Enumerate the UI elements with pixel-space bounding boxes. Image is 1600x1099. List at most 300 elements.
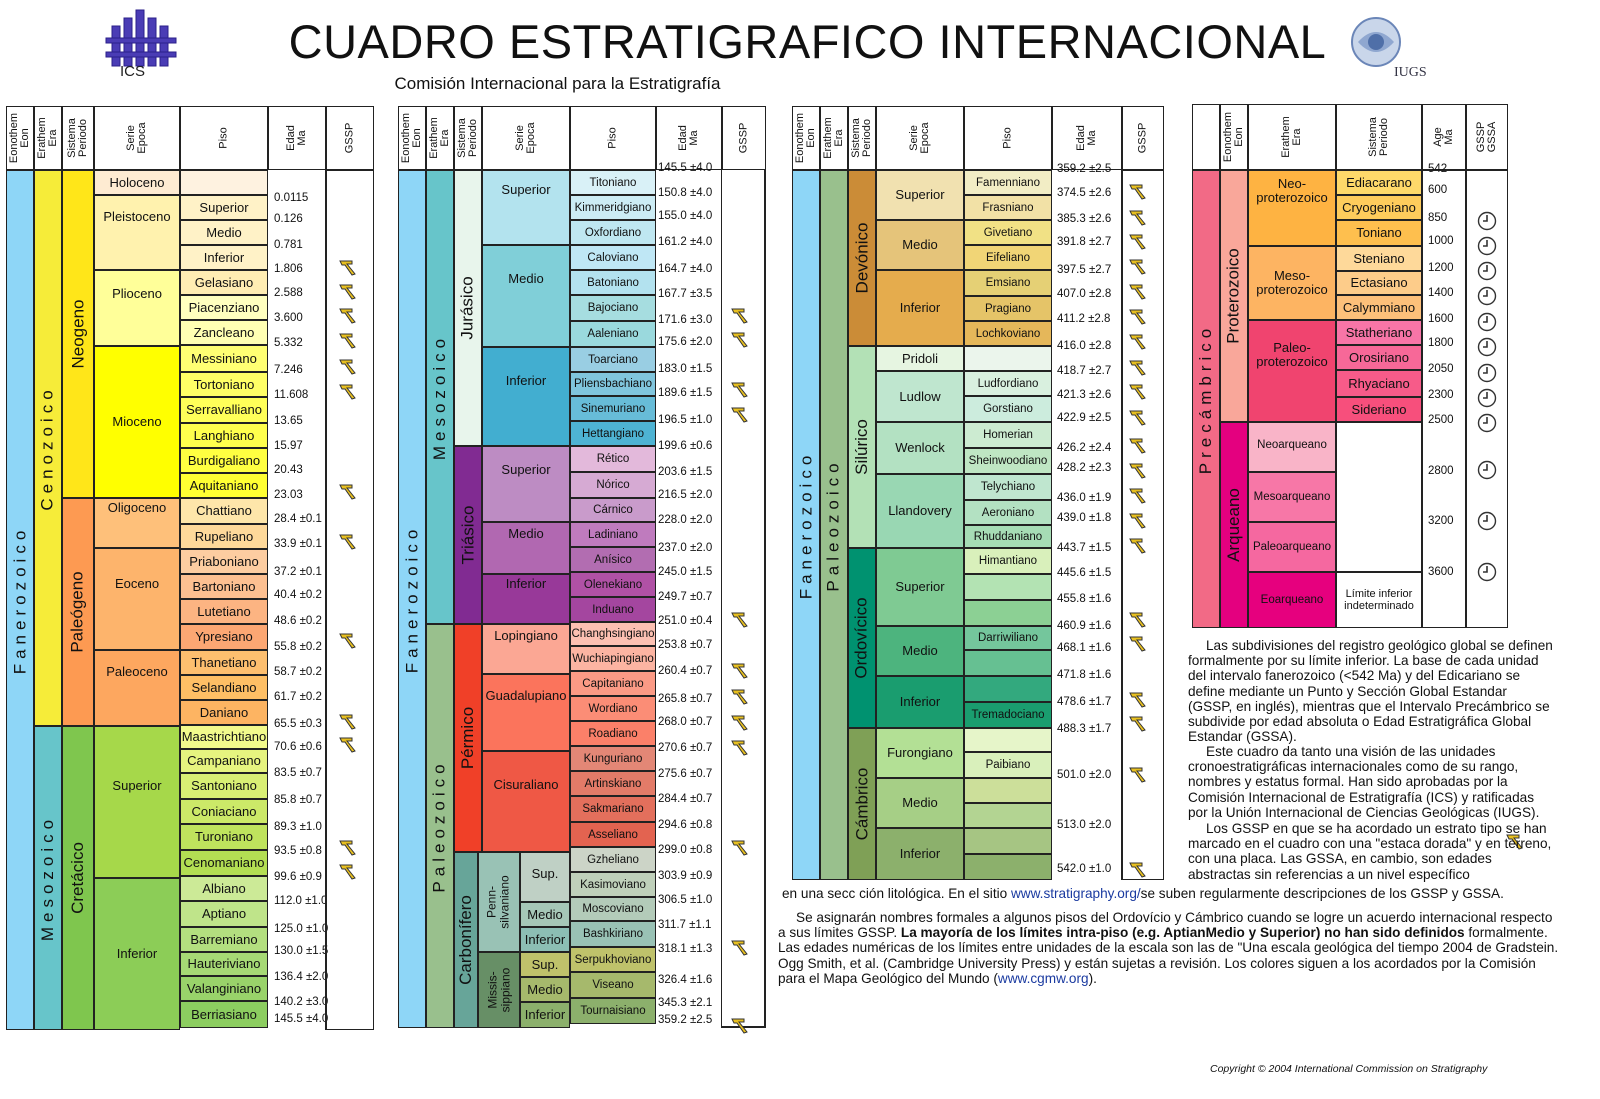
stage-cell: Serravalliano bbox=[180, 397, 268, 423]
series-lower-pennsylvanian: Inferior bbox=[520, 927, 570, 952]
stage-cell: Hettangiano bbox=[570, 421, 656, 446]
series-upper-triassic: Superior bbox=[482, 446, 570, 522]
series-upper-mississippian: Sup. bbox=[520, 952, 570, 977]
header-gssp-gssa: GSSP GSSA bbox=[1466, 104, 1508, 170]
stage-cell: Oxfordiano bbox=[570, 220, 656, 245]
age-label: 1400 bbox=[1428, 287, 1454, 299]
age-label: 850 bbox=[1428, 212, 1448, 224]
stage-cell: Rhuddaniano bbox=[964, 525, 1052, 548]
age-label: 3600 bbox=[1428, 566, 1454, 578]
stage-cell: Albiano bbox=[180, 876, 268, 901]
iugs-logo-text: IUGS bbox=[1394, 65, 1427, 80]
age-label: 61.7 ±0.2 bbox=[274, 691, 322, 703]
age-label: 199.6 ±0.6 bbox=[658, 440, 713, 452]
age-label: 2.588 bbox=[274, 287, 303, 299]
age-label: 175.6 ±2.0 bbox=[658, 336, 713, 348]
stage-cell: Homerian bbox=[964, 422, 1052, 448]
age-label: 416.0 ±2.8 bbox=[1057, 340, 1112, 352]
series-lower-ordovician: Inferior bbox=[876, 676, 964, 728]
gssa-clock-icon bbox=[1477, 413, 1495, 431]
stage-cell: Sheinwoodiano bbox=[964, 448, 1052, 474]
stage-cell: Bashkiriano bbox=[570, 921, 656, 947]
header-era: Erathem Era bbox=[1248, 104, 1336, 170]
system-cell: Sideriano bbox=[1336, 397, 1422, 422]
age-label: 37.2 ±0.1 bbox=[274, 566, 322, 578]
era-paleozoic: Paleozoico bbox=[820, 170, 848, 880]
cgmw-link[interactable]: www.cgmw.org bbox=[997, 970, 1089, 986]
age-label: 501.0 ±2.0 bbox=[1057, 769, 1112, 781]
gssp-marker-icon bbox=[1129, 610, 1147, 628]
gssp-marker-icon bbox=[731, 738, 749, 756]
age-label: 265.8 ±0.7 bbox=[658, 693, 713, 705]
stage-cell: Eifeliano bbox=[964, 245, 1052, 270]
era-mesoproterozoic: Meso- proterozoico bbox=[1248, 246, 1336, 320]
age-label: 136.4 ±2.0 bbox=[274, 971, 329, 983]
gssa-clock-icon bbox=[1477, 562, 1495, 580]
stage-cell: Rupeliano bbox=[180, 524, 268, 549]
stage-cell: Viseano bbox=[570, 972, 656, 998]
stage-cell: Sinemuriano bbox=[570, 396, 656, 421]
stage-cell: Santoniano bbox=[180, 773, 268, 799]
age-label: 145.5 ±4.0 bbox=[274, 1013, 329, 1025]
header-era: Erathem Era bbox=[426, 106, 454, 170]
gssa-clock-icon bbox=[1477, 388, 1495, 406]
age-label: 270.6 ±0.7 bbox=[658, 742, 713, 754]
gssp-marker-icon bbox=[731, 661, 749, 679]
stage-cell: Givetiano bbox=[964, 220, 1052, 245]
age-label: 203.6 ±1.5 bbox=[658, 466, 713, 478]
age-label: 171.6 ±3.0 bbox=[658, 314, 713, 326]
header-eon: Eonothem Eon bbox=[6, 106, 34, 170]
header-gssp: GSSP bbox=[722, 106, 766, 170]
series-middle-jurassic: Medio bbox=[482, 245, 570, 347]
gssa-clock-icon bbox=[1477, 236, 1495, 254]
gssp-marker-icon bbox=[339, 282, 357, 300]
age-label: 513.0 ±2.0 bbox=[1057, 819, 1112, 831]
era-mesozoic: Mesozoico bbox=[34, 726, 62, 1030]
stratigraphy-link[interactable]: www.stratigraphy.org/ bbox=[1010, 886, 1141, 901]
eon-phanerozoic: Fanerozoico bbox=[398, 170, 426, 1028]
page-subtitle: Comisión Internacional para la Estratigrafía bbox=[394, 74, 721, 93]
age-label: 183.0 ±1.5 bbox=[658, 363, 713, 375]
series-lower-jurassic: Inferior bbox=[482, 347, 570, 446]
age-label: 600 bbox=[1428, 184, 1448, 196]
age-label: 58.7 ±0.2 bbox=[274, 666, 322, 678]
stage-cell: Olenekiano bbox=[570, 572, 656, 597]
age-label: 3.600 bbox=[274, 312, 303, 324]
stage-cell: Cenomaniano bbox=[180, 850, 268, 876]
series-lower-devonian: Inferior bbox=[876, 270, 964, 346]
series-upper-devonian: Superior bbox=[876, 170, 964, 220]
gssp-marker-icon bbox=[731, 380, 749, 398]
series-upper-pennsylvanian: Sup. bbox=[520, 852, 570, 902]
series-lower-mississippian: Inferior bbox=[520, 1002, 570, 1028]
stage-cell: Medio bbox=[180, 220, 268, 245]
gssp-marker-icon bbox=[339, 482, 357, 500]
stage-cell: Ladiniano bbox=[570, 522, 656, 547]
age-label: 445.6 ±1.5 bbox=[1057, 567, 1112, 579]
gssp-marker-icon bbox=[1129, 511, 1147, 529]
gssp-marker-icon bbox=[731, 330, 749, 348]
gssp-marker-icon bbox=[1129, 690, 1147, 708]
age-label: 89.3 ±1.0 bbox=[274, 821, 322, 833]
archean-system-blank bbox=[1336, 422, 1422, 572]
era-paleozoic: Paleozoico bbox=[426, 624, 454, 1028]
gssp-marker-icon bbox=[1129, 714, 1147, 732]
stage-cell: Gzheliano bbox=[570, 847, 656, 872]
gssp-marker-icon bbox=[1129, 536, 1147, 554]
stage-cell: Selandiano bbox=[180, 675, 268, 700]
stage-cell: Titoniano bbox=[570, 170, 656, 195]
stage-cell bbox=[964, 650, 1052, 676]
gssp-marker-icon bbox=[731, 405, 749, 423]
stage-cell: Piacenziano bbox=[180, 295, 268, 320]
stage-cell: Maastrichtiano bbox=[180, 725, 268, 749]
era-neoproterozoic: Neo- proterozoico bbox=[1248, 170, 1336, 246]
stage-cell: Lochkoviano bbox=[964, 321, 1052, 346]
gssp-marker-icon bbox=[1129, 765, 1147, 783]
system-devonian: Devónico bbox=[848, 170, 876, 346]
age-label: 85.8 ±0.7 bbox=[274, 794, 322, 806]
age-label: 164.7 ±4.0 bbox=[658, 263, 713, 275]
series-ludlow: Ludlow bbox=[876, 371, 964, 422]
age-label: 455.8 ±1.6 bbox=[1057, 593, 1112, 605]
stage-cell: Bajociano bbox=[570, 295, 656, 321]
gssa-clock-icon bbox=[1477, 211, 1495, 229]
age-label: 439.0 ±1.8 bbox=[1057, 512, 1112, 524]
age-label: 161.2 ±4.0 bbox=[658, 236, 713, 248]
age-label: 426.2 ±2.4 bbox=[1057, 442, 1112, 454]
gssp-marker-icon bbox=[339, 331, 357, 349]
stage-cell: Hauteriviano bbox=[180, 952, 268, 976]
series-guadalupian: Guadalupiano bbox=[482, 674, 570, 751]
stage-cell: Zancleano bbox=[180, 320, 268, 345]
system-permian: Pérmico bbox=[454, 624, 482, 852]
series-pleistocene: Pleistoceno bbox=[94, 195, 180, 270]
gssa-clock-icon bbox=[1477, 261, 1495, 279]
header-system: Sistema Periodo bbox=[848, 106, 876, 170]
series-miocene: Mioceno bbox=[94, 346, 180, 498]
lower-limit-undetermined: Límite inferior indeterminado bbox=[1336, 572, 1422, 628]
stage-cell: Paibiano bbox=[964, 752, 1052, 778]
age-column-4 bbox=[1422, 170, 1466, 628]
age-label: 460.9 ±1.6 bbox=[1057, 620, 1112, 632]
age-label: 411.2 ±2.8 bbox=[1057, 313, 1111, 325]
series-middle-devonian: Medio bbox=[876, 220, 964, 270]
gssp-marker-icon bbox=[339, 258, 357, 276]
series-middle-triassic: Medio bbox=[482, 522, 570, 574]
age-label: 468.1 ±1.6 bbox=[1057, 642, 1112, 654]
gssp-marker-icon bbox=[731, 610, 749, 628]
gssa-clock-icon bbox=[1477, 363, 1495, 381]
era-proterozoic: Proterozoico bbox=[1220, 170, 1248, 422]
eon-precambrian: Precámbrico bbox=[1192, 170, 1220, 628]
gssp-marker-icon bbox=[339, 306, 357, 324]
age-label: 13.65 bbox=[274, 415, 303, 427]
age-label: 488.3 ±1.7 bbox=[1057, 723, 1112, 735]
series-lower-cambrian: Inferior bbox=[876, 828, 964, 880]
series-middle-cambrian: Medio bbox=[876, 778, 964, 828]
age-label: 359.2 ±2.5 bbox=[658, 1014, 713, 1026]
stage-cell: Gorstiano bbox=[964, 396, 1052, 422]
age-label: 1200 bbox=[1428, 262, 1454, 274]
age-label: 0.781 bbox=[274, 239, 303, 251]
stage-cell: Famenniano bbox=[964, 170, 1052, 195]
era-archean: Arqueano bbox=[1220, 422, 1248, 628]
note-paragraph-3: Los GSSP en que se ha acordado un estrato tipo se han marcado en el cuadro con una "estaca dorada" y en terreno, con una placa. Las GSSA, en cambio, son edades abstractas sin referencias a un nivel específico bbox=[1188, 821, 1552, 882]
series-holocene: Holoceno bbox=[94, 170, 180, 195]
age-label: 0.0115 bbox=[274, 192, 309, 204]
header-system: Sistema Periodo bbox=[454, 106, 482, 170]
stage-cell: Daniano bbox=[180, 700, 268, 725]
gssa-clock-icon bbox=[1477, 312, 1495, 330]
age-label: 374.5 ±2.6 bbox=[1057, 187, 1112, 199]
gssp-marker-icon bbox=[731, 838, 749, 856]
age-label: 112.0 ±1.0 bbox=[274, 895, 328, 907]
era-mesozoic: Mesozoico bbox=[426, 170, 454, 624]
age-label: 125.0 ±1.0 bbox=[274, 923, 329, 935]
era-eoarchean: Eoarqueano bbox=[1248, 572, 1336, 628]
stage-cell: Bartoniano bbox=[180, 574, 268, 599]
stage-cell: Aptiano bbox=[180, 901, 268, 927]
series-llandovery: Llandovery bbox=[876, 474, 964, 548]
gssp-marker-icon bbox=[1129, 232, 1147, 250]
age-label: 326.4 ±1.6 bbox=[658, 974, 713, 986]
gssp-marker-icon bbox=[1129, 182, 1147, 200]
gssp-marker-icon bbox=[339, 712, 357, 730]
series-paleocene: Paleoceno bbox=[94, 650, 180, 726]
gssp-marker-icon bbox=[731, 306, 749, 324]
stage-cell: Capitaniano bbox=[570, 671, 656, 696]
age-label: 83.5 ±0.7 bbox=[274, 767, 322, 779]
gssp-marker-icon bbox=[339, 838, 357, 856]
system-silurian: Silúrico bbox=[848, 346, 876, 548]
stage-cell: Nórico bbox=[570, 472, 656, 498]
stage-cell: Batoniano bbox=[570, 270, 656, 295]
system-ordovician: Ordovícico bbox=[848, 548, 876, 728]
stage-cell: Lutetiano bbox=[180, 599, 268, 624]
stage-cell: Emsiano bbox=[964, 270, 1052, 296]
age-label: 99.6 ±0.9 bbox=[274, 871, 322, 883]
age-column-1 bbox=[268, 170, 329, 1030]
age-label: 436.0 ±1.9 bbox=[1057, 492, 1112, 504]
era-mesoarchean: Mesoarqueano bbox=[1248, 472, 1336, 522]
header-series: Serie Epoca bbox=[876, 106, 964, 170]
stage-cell: Moscoviano bbox=[570, 897, 656, 921]
gssa-clock-icon bbox=[1477, 460, 1495, 478]
age-label: 1000 bbox=[1428, 235, 1454, 247]
age-label: 2500 bbox=[1428, 414, 1454, 426]
gssp-marker-icon bbox=[1129, 282, 1147, 300]
stage-cell: Changhsingiano bbox=[570, 622, 656, 646]
age-label: 251.0 ±0.4 bbox=[658, 615, 713, 627]
age-column-3 bbox=[1052, 170, 1122, 880]
age-label: 196.5 ±1.0 bbox=[658, 414, 713, 426]
stage-cell: Himantiano bbox=[964, 548, 1052, 574]
stage-cell bbox=[964, 854, 1052, 880]
stage-cell: Priaboniano bbox=[180, 549, 268, 574]
stage-cell: Turoniano bbox=[180, 824, 268, 850]
age-label: 318.1 ±1.3 bbox=[658, 943, 713, 955]
age-label: 260.4 ±0.7 bbox=[658, 665, 713, 677]
gssp-marker-icon bbox=[1129, 332, 1147, 350]
stage-cell: Thanetiano bbox=[180, 650, 268, 675]
stage-cell: Coniaciano bbox=[180, 799, 268, 824]
system-cell: Statheriano bbox=[1336, 320, 1422, 345]
stage-cell: Telychiano bbox=[964, 474, 1052, 500]
age-label: 1800 bbox=[1428, 337, 1454, 349]
stage-cell: Aquitaniano bbox=[180, 473, 268, 498]
stage-cell: Barremiano bbox=[180, 927, 268, 952]
stage-cell: Roadiano bbox=[570, 721, 656, 746]
age-label: 70.6 ±0.6 bbox=[274, 741, 322, 753]
age-label: 418.7 ±2.7 bbox=[1057, 365, 1112, 377]
system-cell: Ectasiano bbox=[1336, 271, 1422, 295]
stage-cell: Darriwiliano bbox=[964, 626, 1052, 650]
series-lower-triassic: Inferior bbox=[482, 574, 570, 624]
system-neogene: Neogeno bbox=[62, 170, 94, 498]
age-label: 0.126 bbox=[274, 213, 303, 225]
stage-cell: Berriasiano bbox=[180, 1001, 268, 1028]
age-label: 28.4 ±0.1 bbox=[274, 513, 322, 525]
stage-cell bbox=[964, 778, 1052, 803]
stage-cell: Artinskiano bbox=[570, 771, 656, 796]
note-paragraph-3b: en una secc ción litológica. En el sitio www.stratigraphy.org/se suben regularmente descripciones de los GSSP y GSSA. bbox=[782, 886, 1504, 901]
age-label: 216.5 ±2.0 bbox=[658, 489, 713, 501]
age-label: 130.0 ±1.5 bbox=[274, 945, 329, 957]
gssp-marker-icon bbox=[1129, 486, 1147, 504]
gssp-marker-icon bbox=[339, 357, 357, 375]
age-label: 189.6 ±1.5 bbox=[658, 387, 713, 399]
stage-cell: Aaleniano bbox=[570, 321, 656, 347]
stage-cell: Serpukhoviano bbox=[570, 947, 656, 972]
gssa-clock-icon bbox=[1477, 511, 1495, 529]
stage-cell: Kasimoviano bbox=[570, 872, 656, 897]
gssp-marker-icon bbox=[339, 532, 357, 550]
stage-cell: Messiniano bbox=[180, 345, 268, 372]
gssp-marker-icon bbox=[339, 631, 357, 649]
age-label: 303.9 ±0.9 bbox=[658, 870, 713, 882]
gssp-marker-icon bbox=[731, 713, 749, 731]
system-cell: Ediacarano bbox=[1336, 170, 1422, 195]
system-cell: Cryogeniano bbox=[1336, 195, 1422, 220]
age-label: 359.2 ±2.5 bbox=[1057, 163, 1112, 175]
age-label: 155.0 ±4.0 bbox=[658, 210, 713, 222]
age-label: 145.5 ±4.0 bbox=[658, 162, 713, 174]
age-label: 311.7 ±1.1 bbox=[658, 919, 712, 931]
gssp-marker-icon bbox=[1129, 461, 1147, 479]
series-upper-ordovician: Superior bbox=[876, 548, 964, 626]
page-title: CUADRO ESTRATIGRAFICO INTERNACIONAL bbox=[288, 15, 1327, 68]
age-label: 55.8 ±0.2 bbox=[274, 641, 322, 653]
gssp-marker-icon bbox=[1129, 436, 1147, 454]
age-label: 93.5 ±0.8 bbox=[274, 845, 322, 857]
header-age: Edad Ma bbox=[268, 106, 326, 170]
gssp-marker-icon bbox=[731, 687, 749, 705]
header-era: Erathem Era bbox=[820, 106, 848, 170]
gssp-marker-icon bbox=[1129, 257, 1147, 275]
age-label: 140.2 ±3.0 bbox=[274, 996, 329, 1008]
header-eon: Eonothem Eon bbox=[398, 106, 426, 170]
age-label: 48.6 ±0.2 bbox=[274, 615, 322, 627]
stage-cell bbox=[964, 828, 1052, 854]
series-pridoli: Pridoli bbox=[876, 346, 964, 371]
age-label: 294.6 ±0.8 bbox=[658, 819, 713, 831]
age-label: 542 bbox=[1428, 163, 1448, 175]
age-label: 443.7 ±1.5 bbox=[1057, 542, 1112, 554]
stage-cell bbox=[964, 803, 1052, 828]
system-cell: Toniano bbox=[1336, 220, 1422, 246]
age-label: 428.2 ±2.3 bbox=[1057, 462, 1112, 474]
stage-cell: Pliensbachiano bbox=[570, 372, 656, 396]
series-cisuralian: Cisuraliano bbox=[482, 751, 570, 852]
age-label: 385.3 ±2.6 bbox=[1057, 213, 1112, 225]
age-column-2 bbox=[656, 170, 722, 1028]
age-label: 2050 bbox=[1428, 363, 1454, 375]
header-eon: Eonothem Eon bbox=[1220, 104, 1248, 170]
stage-cell: Inferior bbox=[180, 245, 268, 270]
subsystem-mississippian: Missis- sippiano bbox=[478, 952, 520, 1028]
series-middle-pennsylvanian: Medio bbox=[520, 902, 570, 927]
stage-cell: Gelasiano bbox=[180, 270, 268, 295]
system-cell: Orosiriano bbox=[1336, 345, 1422, 370]
ics-logo bbox=[104, 8, 184, 78]
gssp-marker-icon bbox=[339, 862, 357, 880]
header-gssp: GSSP bbox=[1122, 106, 1164, 170]
age-label: 1.806 bbox=[274, 263, 303, 275]
era-paleoarchean: Paleoarqueano bbox=[1248, 522, 1336, 572]
stage-cell: Kunguriano bbox=[570, 746, 656, 771]
stage-cell bbox=[964, 676, 1052, 702]
age-label: 299.0 ±0.8 bbox=[658, 844, 713, 856]
stage-cell: Wuchiapingiano bbox=[570, 646, 656, 671]
stage-cell: Induano bbox=[570, 597, 656, 622]
stage-cell: Tremadociano bbox=[964, 702, 1052, 728]
system-cambrian: Cámbrico bbox=[848, 728, 876, 880]
age-label: 471.8 ±1.6 bbox=[1057, 669, 1112, 681]
eon-phanerozoic: Fanerozoico bbox=[792, 170, 820, 880]
note-paragraph-1: Las subdivisiones del registro geológico global se definen formalmente por su límite inferior. La base de cada unidad del intervalo fanerozoico (<542 Ma) y del Edicariano se define mediante un Punto y Sección Global Estandar (GSSP, en inglés), mientras que el Intervalo Precámbrico se subdivide por edad absoluta o Edad Estratigráfica Global Estandar (GSSA). bbox=[1188, 638, 1553, 745]
header-age: Edad Ma bbox=[656, 106, 722, 170]
age-label: 1600 bbox=[1428, 313, 1454, 325]
age-label: 11.608 bbox=[274, 389, 309, 401]
stage-cell bbox=[964, 574, 1052, 600]
age-label: 7.246 bbox=[274, 364, 303, 376]
stage-cell: Burdigaliano bbox=[180, 448, 268, 473]
gssp-marker-icon bbox=[1129, 208, 1147, 226]
header-system: Sistema Periodo bbox=[62, 106, 94, 170]
age-label: 249.7 ±0.7 bbox=[658, 591, 713, 603]
header-age: Age Ma bbox=[1422, 104, 1466, 170]
series-middle-ordovician: Medio bbox=[876, 626, 964, 676]
age-label: 421.3 ±2.6 bbox=[1057, 389, 1112, 401]
header-gssp: GSSP bbox=[326, 106, 374, 170]
age-label: 40.4 ±0.2 bbox=[274, 589, 322, 601]
stage-cell: Anísico bbox=[570, 547, 656, 572]
age-label: 65.5 ±0.3 bbox=[274, 718, 322, 730]
system-paleogene: Paleógeno bbox=[62, 498, 94, 726]
age-label: 33.9 ±0.1 bbox=[274, 538, 322, 550]
series-upper-jurassic: Superior bbox=[482, 170, 570, 245]
stage-cell: Caloviano bbox=[570, 245, 656, 270]
era-neoarchean: Neoarqueano bbox=[1248, 422, 1336, 472]
header-stage: Piso bbox=[180, 106, 268, 170]
header-stage: Piso bbox=[570, 106, 656, 170]
system-jurassic: Jurásico bbox=[454, 170, 482, 446]
series-wenlock: Wenlock bbox=[876, 422, 964, 474]
age-label: 345.3 ±2.1 bbox=[658, 997, 713, 1009]
subsystem-pennsylvanian: Penn- silvaniano bbox=[478, 852, 520, 952]
